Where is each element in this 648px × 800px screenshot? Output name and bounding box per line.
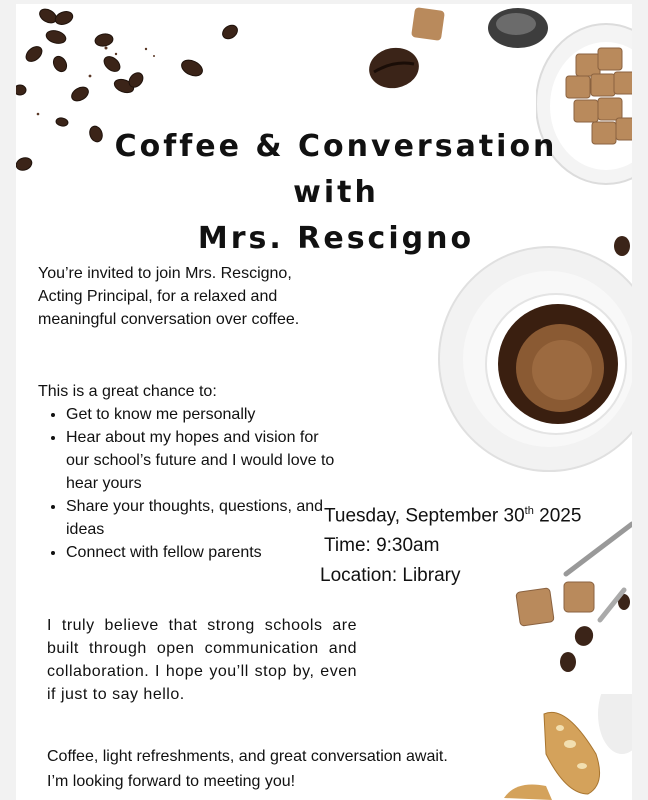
title-line-2: with xyxy=(293,175,379,210)
list-item: • Share your thoughts, questions, and ideas xyxy=(66,495,338,541)
chance-list xyxy=(38,403,338,564)
intro-paragraph: You’re invited to join Mrs. Rescigno, Acting Principal, for a relaxed and meaningful conversation over coffee. xyxy=(38,265,300,328)
list-item: • Get to know me personally xyxy=(66,403,338,426)
closing-text xyxy=(47,744,527,794)
event-date-ordinal: th xyxy=(524,505,534,517)
title-line-1: Coffee & Conversation xyxy=(114,129,558,164)
chance-section xyxy=(38,380,338,564)
closing-line-1: Coffee, light refreshments, and great conversation await. xyxy=(47,748,448,765)
closing-line-2: I’m looking forward to meeting you! xyxy=(47,773,296,790)
event-time: Time: 9:30am xyxy=(324,535,440,557)
coffee-beans-right xyxy=(512,234,632,684)
list-item: • Hear about my hopes and vision for our school’s future and I would love to hear yours xyxy=(66,426,338,495)
sugar-cube-icon xyxy=(410,6,446,42)
flyer-page xyxy=(16,4,632,800)
flyer-title xyxy=(16,124,632,262)
chance-heading: This is a great chance to: xyxy=(38,383,217,400)
event-date-main: Tuesday, September 30 xyxy=(324,505,525,527)
list-item: • Connect with fellow parents xyxy=(66,541,338,564)
event-location: Location: Library xyxy=(320,565,461,587)
event-details xyxy=(320,496,582,591)
event-date-year: 2025 xyxy=(533,505,582,527)
title-line-3: Mrs. Rescigno xyxy=(197,221,475,256)
belief-paragraph: I truly believe that strong schools are built through open communication and collaboration. I hope you’ll stop by, even if just to say hello. xyxy=(47,617,357,703)
event-date xyxy=(324,496,581,531)
coffee-bean-icon xyxy=(366,42,422,94)
